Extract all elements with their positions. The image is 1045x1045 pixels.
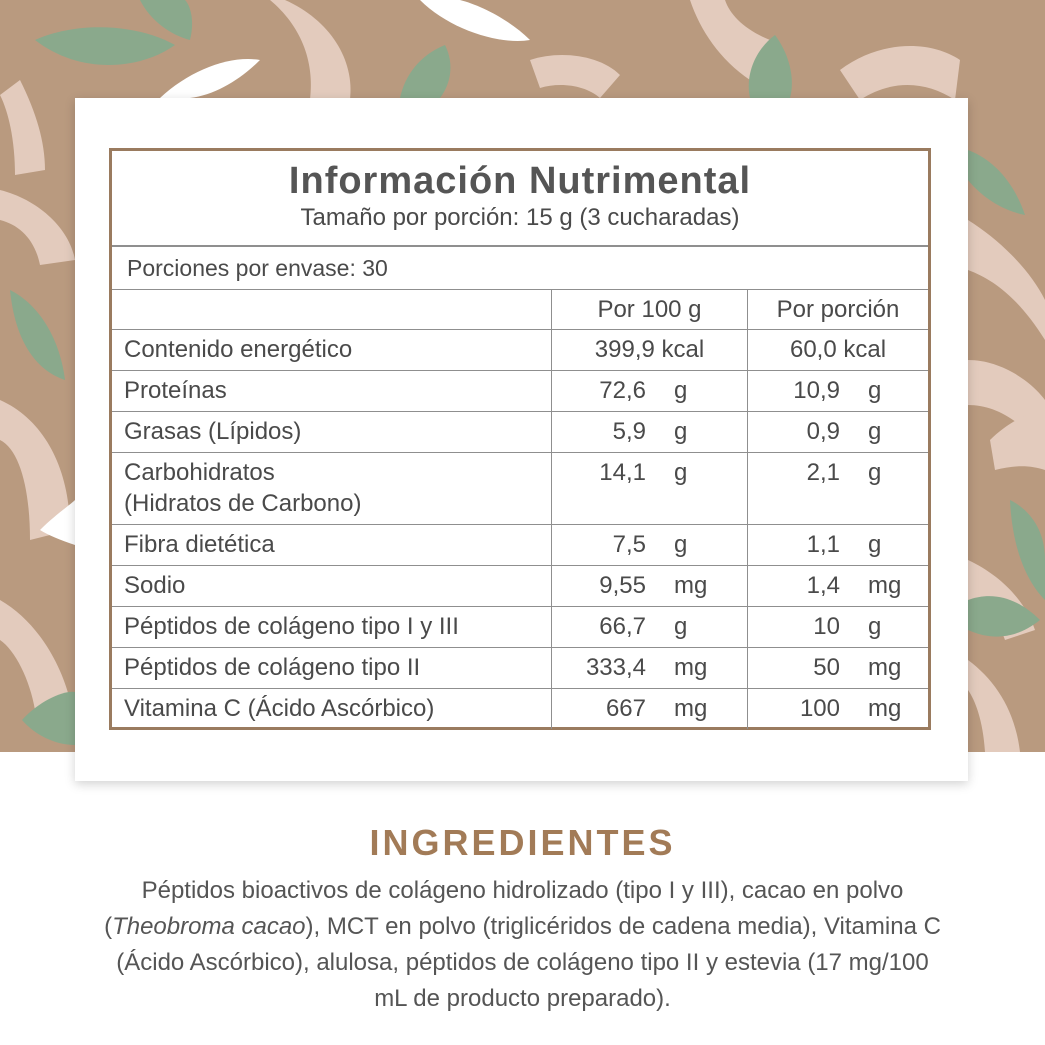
table-row xyxy=(112,689,928,730)
nutrition-table xyxy=(112,290,928,729)
ingredients-text: Péptidos bioactivos de colágeno hidrolizado (tipo I y III), cacao en polvo (Theobroma cacao), MCT en polvo (triglicéridos de cadena media), Vitamina C (Ácido Ascórbico), alulosa, péptidos de colágeno tipo II y estevia (17 mg/100 mL de producto preparado). xyxy=(104,877,941,1012)
value-per-100g: 333,4 xyxy=(585,654,646,681)
nutrient-name: Grasas (Lípidos) xyxy=(112,412,552,453)
servings-per-container: Porciones por envase: 30 xyxy=(112,247,928,290)
label-header xyxy=(112,151,928,247)
table-row xyxy=(112,330,928,371)
value-per-100g: 14,1 xyxy=(599,459,646,486)
unit: g xyxy=(868,377,882,404)
value-per-100g: 5,9 xyxy=(612,418,646,445)
value-per-portion: 10 xyxy=(813,613,840,640)
table-row xyxy=(112,371,928,412)
value-per-100g: 9,55 xyxy=(599,572,646,599)
unit: g xyxy=(868,531,882,558)
nutrition-label xyxy=(109,148,931,730)
value-per-portion: 1,4 xyxy=(806,572,840,599)
nutrient-name: Contenido energético xyxy=(112,330,552,371)
scientific-name: Theobroma cacao xyxy=(112,913,306,940)
ingredients-title: INGREDIENTES xyxy=(369,822,676,863)
table-header-row xyxy=(112,290,928,330)
unit: g xyxy=(674,613,688,640)
unit: g xyxy=(868,613,882,640)
nutrient-name-secondary: (Hidratos de Carbono) xyxy=(124,490,362,517)
table-row xyxy=(112,412,928,453)
value-per-100g: 7,5 xyxy=(612,531,646,558)
unit: mg xyxy=(674,695,708,722)
value-per-portion: 50 xyxy=(813,654,840,681)
nutrient-name: Sodio xyxy=(112,566,552,607)
nutrient-name: Péptidos de colágeno tipo I y III xyxy=(112,607,552,648)
column-header-per-100g: Por 100 g xyxy=(552,290,748,330)
table-row xyxy=(112,525,928,566)
table-row xyxy=(112,566,928,607)
unit: mg xyxy=(674,654,708,681)
unit: mg xyxy=(868,572,902,599)
unit: g xyxy=(674,459,688,486)
value-per-100g: 667 xyxy=(605,695,646,722)
nutrient-name: Carbohidratos (Hidratos de Carbono) xyxy=(112,453,552,525)
unit: g xyxy=(674,377,688,404)
label-title: Información Nutrimental xyxy=(288,160,752,202)
column-header-per-portion: Por porción xyxy=(748,290,929,330)
table-row xyxy=(112,648,928,689)
table-row xyxy=(112,607,928,648)
value-per-portion: 0,9 xyxy=(806,418,840,445)
value-per-100g: 66,7 xyxy=(599,613,646,640)
value-per-portion: 1,1 xyxy=(806,531,840,558)
unit: g xyxy=(868,418,882,445)
unit: mg xyxy=(674,572,708,599)
nutrient-name: Vitamina C (Ácido Ascórbico) xyxy=(124,695,435,722)
nutrient-name: Péptidos de colágeno tipo II xyxy=(112,648,552,689)
unit: g xyxy=(674,418,688,445)
unit: g xyxy=(868,459,882,486)
unit: mg xyxy=(868,654,902,681)
nutrient-name: Fibra dietética xyxy=(112,525,552,566)
value-per-100g: 72,6 xyxy=(599,377,646,404)
serving-size: Tamaño por porción: 15 g (3 cucharadas) xyxy=(300,204,740,231)
value-per-portion: 100 xyxy=(799,695,840,722)
unit: g xyxy=(674,531,688,558)
value-per-100g: 399,9 kcal xyxy=(594,336,705,363)
value-per-portion: 10,9 xyxy=(793,377,840,404)
nutrient-name: Proteínas xyxy=(112,371,552,412)
column-header-nutrient xyxy=(112,290,552,330)
value-per-portion: 2,1 xyxy=(806,459,840,486)
table-row xyxy=(112,453,928,525)
value-per-portion: 60,0 kcal xyxy=(789,336,887,363)
unit: mg xyxy=(868,695,902,722)
